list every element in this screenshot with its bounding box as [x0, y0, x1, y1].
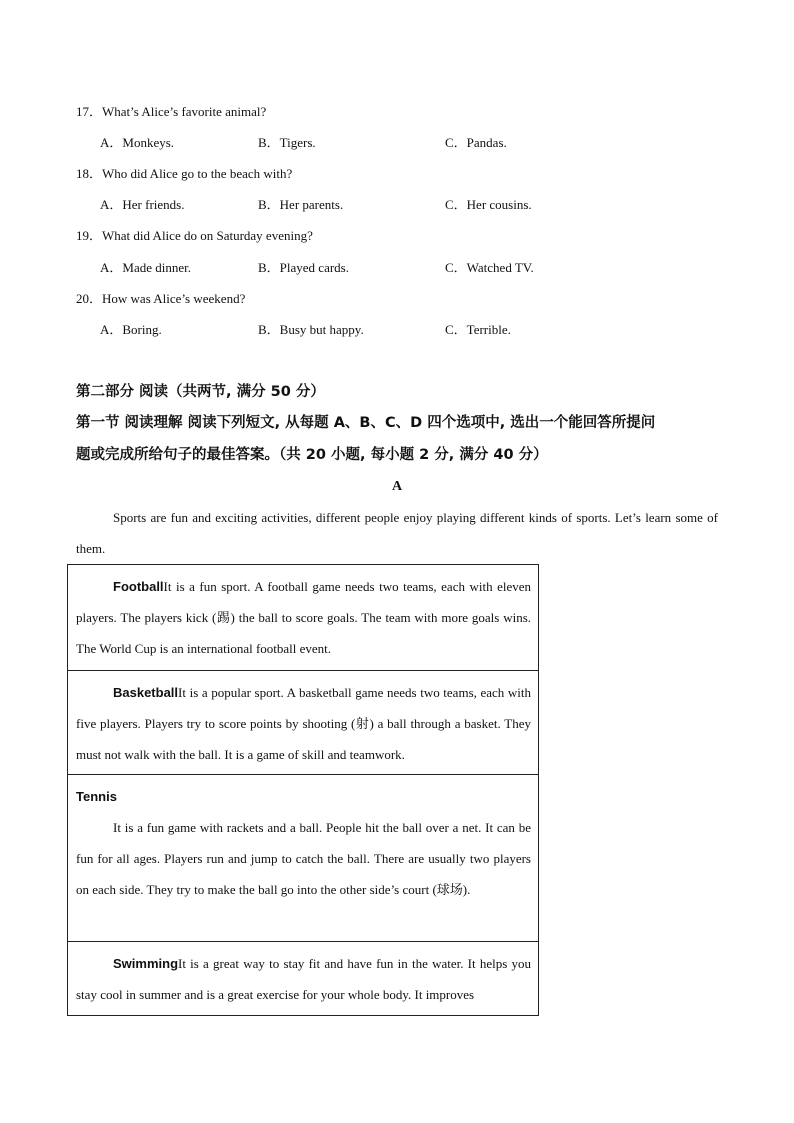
term-football: Football: [113, 579, 164, 594]
question-19: [76, 227, 313, 245]
question-19-options: [100, 259, 700, 277]
option-b: B．Her parents.: [258, 197, 344, 212]
question-text: What’s Alice’s favorite animal?: [102, 104, 267, 119]
question-number: 20．: [76, 291, 103, 306]
table-cell-football: [68, 565, 538, 671]
table-cell-tennis: [68, 775, 538, 942]
part-title: 第二部分 阅读（共两节, 满分 50 分）: [76, 384, 325, 400]
swimming-text: It is a great way to stay fit and have fun in the water. It helps you stay cool in summer and is a great exercise for your whole body. It improves: [76, 956, 531, 1002]
section-title-line2: 题或完成所给句子的最佳答案。（共 20 小题, 每小题 2 分, 满分 40 分）: [76, 447, 548, 463]
table-cell-swimming: [68, 942, 538, 1015]
question-number: 19．: [76, 228, 103, 243]
passage-letter: A: [391, 479, 403, 494]
question-text: How was Alice’s weekend?: [102, 291, 246, 306]
term-tennis: Tennis: [76, 789, 117, 804]
option-b: B．Played cards.: [258, 260, 349, 275]
term-swimming: Swimming: [113, 956, 179, 971]
question-20-options: [100, 321, 700, 339]
basketball-text: It is a popular sport. A basketball game needs two teams, each with five players. Players try to score points by shooting (射) a ball through a basket. They must not walk with the ball. It is a game of skill and teamwork.: [76, 685, 531, 762]
tennis-text: It is a fun game with rackets and a ball. People hit the ball over a net. It can be fun for all ages. Players run and jump to catch the ball. There are usually two players on each side. They try to make the ball go into the other side’s court (球场).: [76, 820, 531, 897]
sports-table: [67, 564, 539, 1016]
option-c: C．Her cousins.: [445, 197, 532, 212]
option-b: B．Busy but happy.: [258, 322, 364, 337]
question-17-options: [100, 134, 700, 152]
question-17: [76, 103, 266, 121]
option-a: A．Made dinner.: [100, 260, 191, 275]
option-c: C．Pandas.: [445, 135, 507, 150]
passage-intro: Sports are fun and exciting activities, different people enjoy playing different kinds of sports. Let’s learn some of them.: [76, 510, 718, 556]
term-basketball: Basketball: [113, 685, 179, 700]
option-a: A．Monkeys.: [100, 135, 175, 150]
question-number: 17．: [76, 104, 103, 119]
option-c: C．Watched TV.: [445, 260, 534, 275]
question-number: 18．: [76, 166, 103, 181]
question-18: [76, 165, 292, 183]
section-title-line1: 第一节 阅读理解 阅读下列短文, 从每题 A、B、C、D 四个选项中, 选出一个能回答所提问: [76, 415, 656, 431]
table-cell-basketball: [68, 671, 538, 775]
question-text: Who did Alice go to the beach with?: [102, 166, 293, 181]
question-18-options: [100, 196, 700, 214]
football-text: It is a fun sport. A football game needs two teams, each with eleven players. The players kick (踢) the ball to score goals. The team with more goals wins. The World Cup is an international football event.: [76, 579, 531, 656]
option-b: B．Tigers.: [258, 135, 316, 150]
option-c: C．Terrible.: [445, 322, 511, 337]
question-text: What did Alice do on Saturday evening?: [102, 228, 313, 243]
option-a: A．Her friends.: [100, 197, 185, 212]
option-a: A．Boring.: [100, 322, 162, 337]
question-20: [76, 290, 245, 308]
